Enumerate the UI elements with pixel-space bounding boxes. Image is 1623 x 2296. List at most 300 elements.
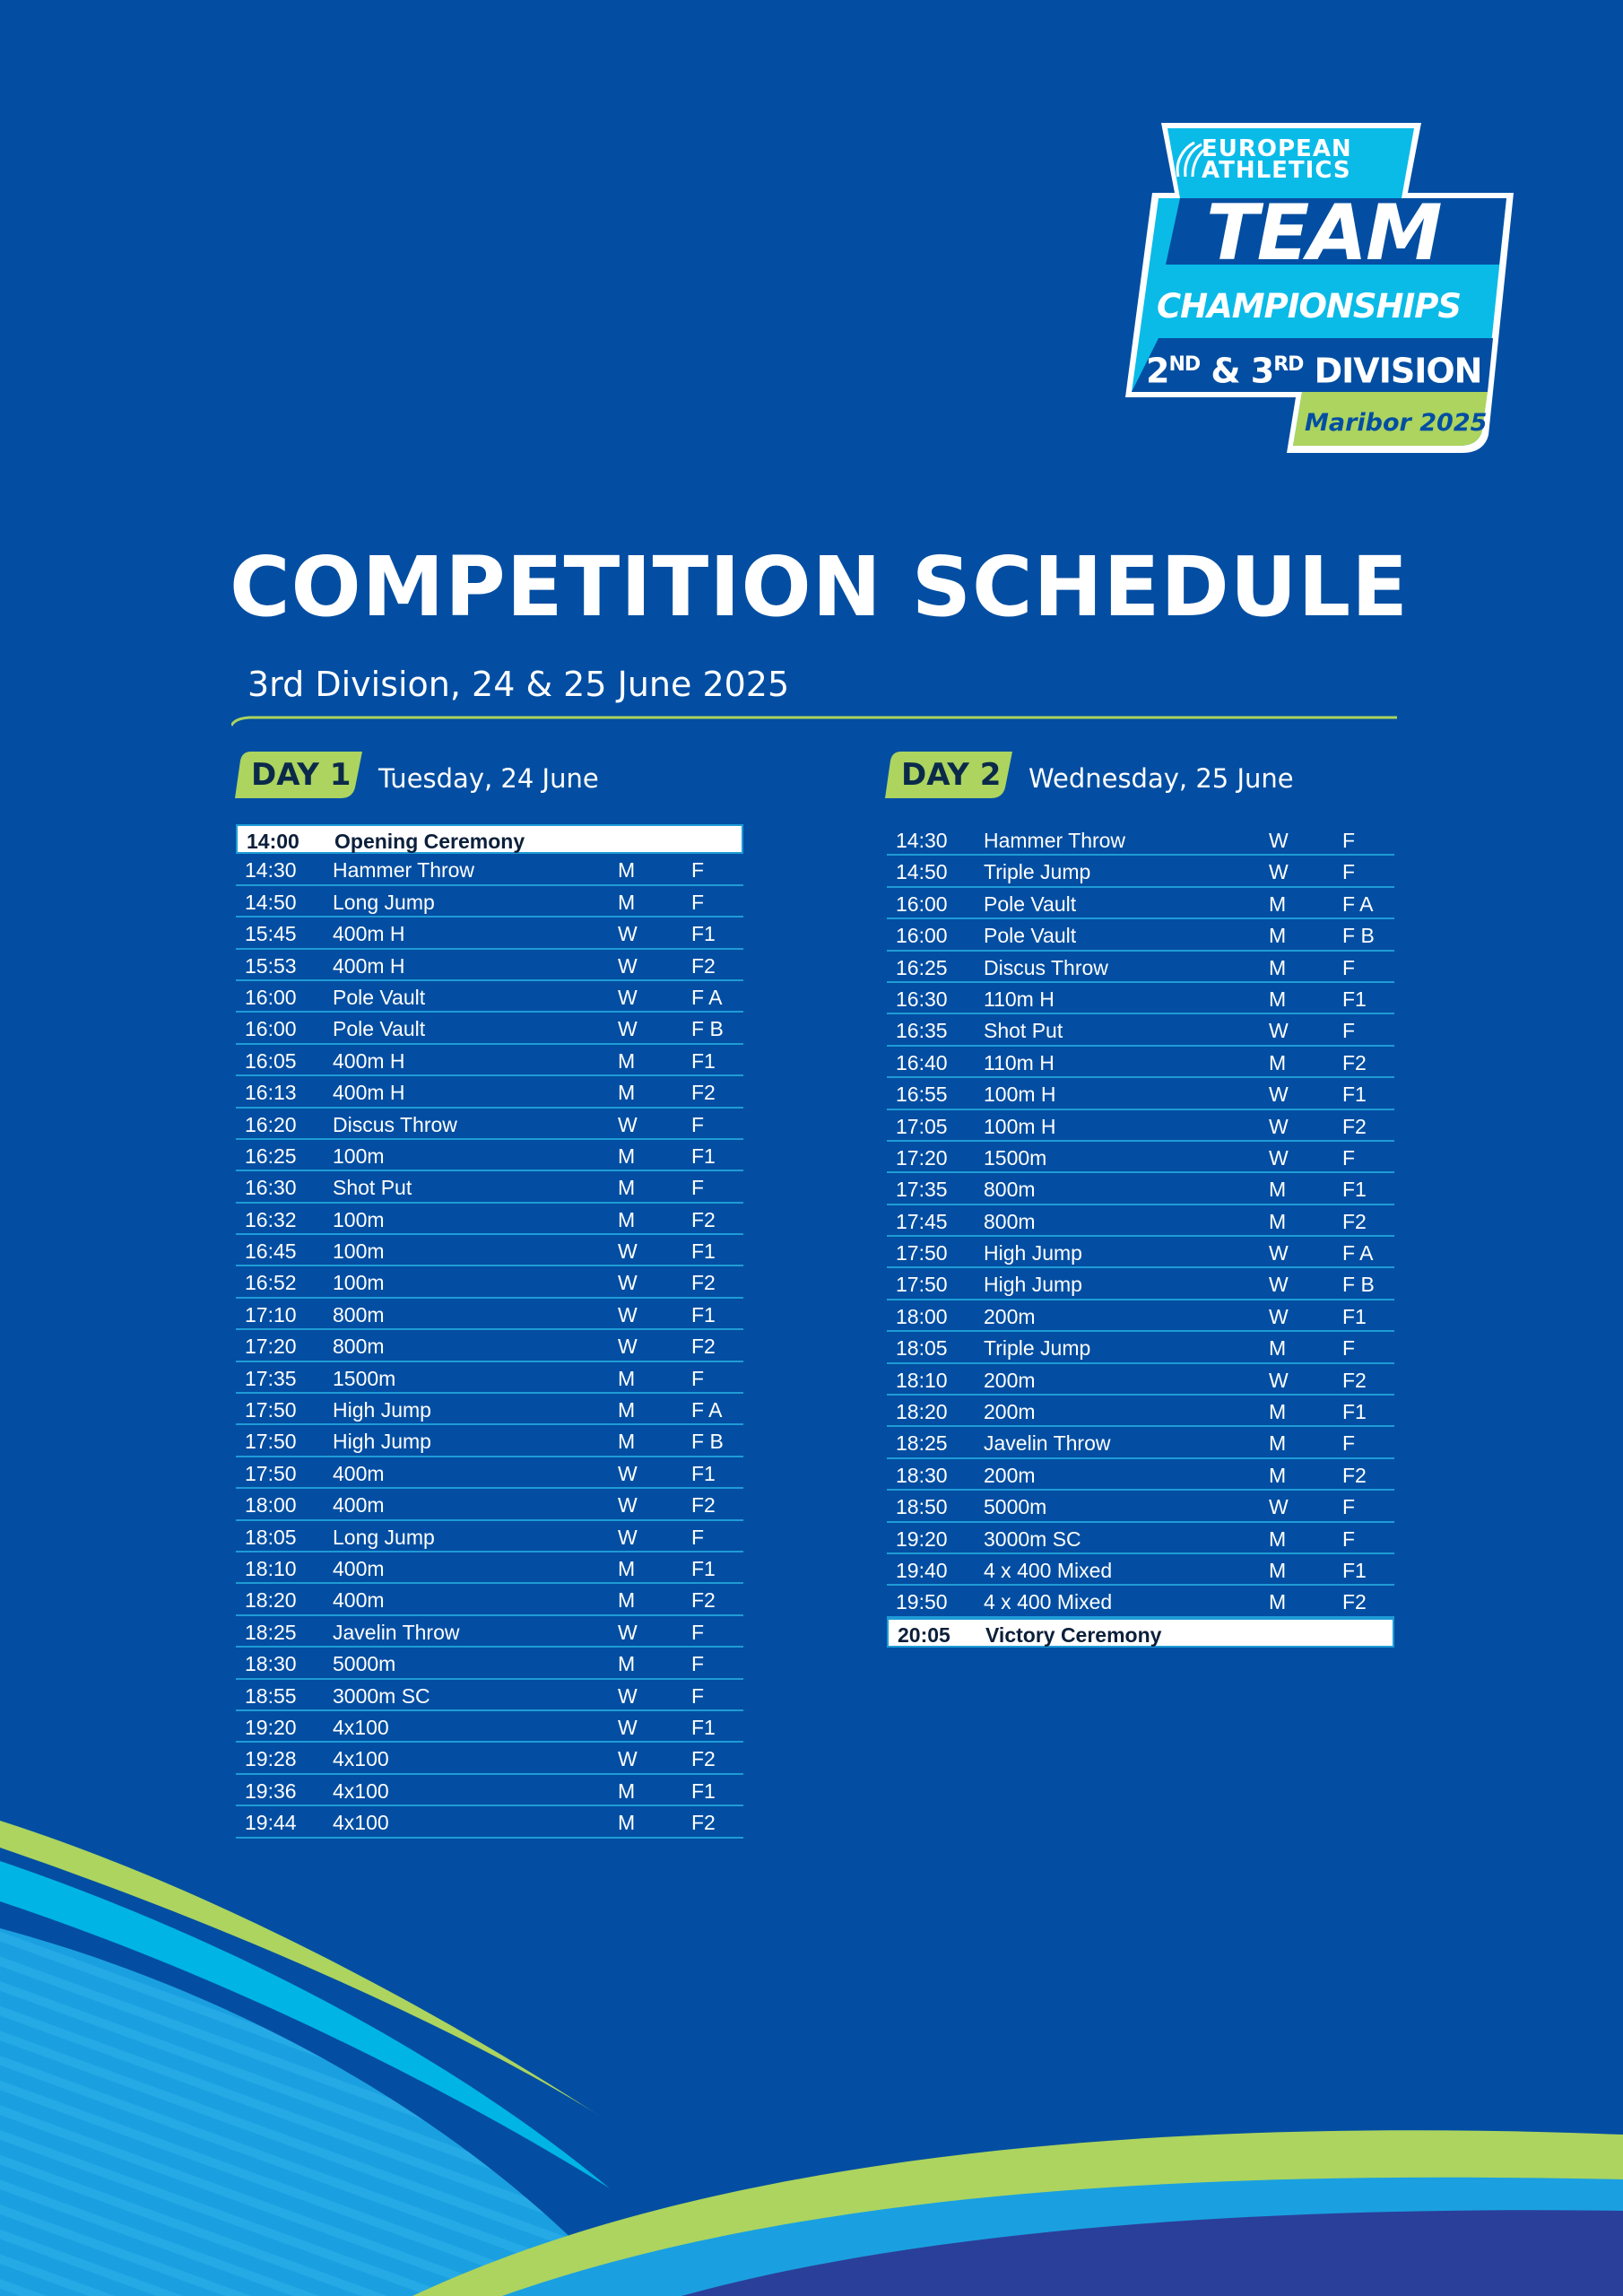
event-round: F1 (691, 1715, 716, 1739)
event-name: 1500m (333, 1366, 396, 1390)
schedule-row (236, 1616, 743, 1648)
event-name: 800m (333, 1302, 385, 1326)
day1-schedule-table (236, 824, 743, 1839)
event-time: 18:10 (896, 1368, 948, 1392)
event-sex: M (618, 1811, 636, 1835)
event-time: 16:13 (245, 1081, 297, 1105)
event-time: 18:30 (245, 1652, 297, 1676)
event-sex: W (618, 1112, 638, 1136)
schedule-row (887, 1491, 1394, 1522)
event-time: 16:40 (896, 1050, 948, 1074)
event-name: 5000m (333, 1652, 396, 1676)
event-name: 400m (333, 1461, 385, 1485)
event-time: 18:20 (896, 1400, 948, 1424)
event-time: 19:28 (245, 1747, 297, 1771)
schedule-row (236, 1235, 743, 1266)
day1-date: Tuesday, 24 June (378, 763, 599, 794)
event-time: 18:50 (896, 1495, 948, 1519)
event-name: Victory Ceremony (985, 1622, 1162, 1647)
event-time: 18:10 (245, 1556, 297, 1580)
logo-division-num: 2 (1146, 351, 1169, 391)
event-round: F2 (691, 1207, 716, 1231)
event-time: 14:50 (896, 860, 948, 884)
schedule-row (887, 1268, 1394, 1300)
schedule-row (236, 1362, 743, 1394)
event-name: Discus Throw (333, 1112, 457, 1136)
event-time: 17:50 (896, 1273, 948, 1297)
day2-date: Wednesday, 25 June (1028, 763, 1294, 794)
event-round: F (691, 1112, 705, 1136)
event-round: F (1342, 1336, 1356, 1361)
event-sex: W (618, 1271, 638, 1295)
day2-schedule-table (887, 824, 1394, 1648)
event-sex: M (618, 1081, 636, 1105)
event-time: 16:52 (245, 1271, 297, 1295)
event-time: 18:00 (896, 1304, 948, 1328)
event-sex: M (1269, 1463, 1287, 1487)
schedule-row (887, 1300, 1394, 1332)
event-round: F (691, 858, 705, 883)
event-sex: W (1269, 1495, 1289, 1519)
logo-city: Maribor 2025 (1305, 409, 1488, 437)
event-time: 16:45 (245, 1239, 297, 1264)
event-sex: W (1269, 1368, 1289, 1392)
event-round: F1 (691, 1556, 716, 1580)
day2-badge (885, 752, 1012, 798)
schedule-row (887, 824, 1394, 856)
event-time: 17:20 (896, 1145, 948, 1170)
event-name: 400m (333, 1556, 385, 1580)
event-sex: M (1269, 1050, 1287, 1074)
schedule-row (236, 854, 743, 885)
event-name: Long Jump (333, 1525, 435, 1549)
event-sex: M (1269, 1209, 1287, 1233)
event-round: F2 (1342, 1050, 1367, 1074)
schedule-row (887, 1523, 1394, 1554)
event-round: F (691, 1620, 705, 1644)
event-name: 1500m (984, 1145, 1047, 1170)
event-sex: M (1269, 891, 1287, 916)
event-name: Discus Throw (984, 955, 1108, 979)
event-name: Pole Vault (984, 924, 1077, 948)
event-round: F (1342, 1019, 1356, 1043)
event-time: 18:30 (896, 1463, 948, 1487)
event-sex: M (618, 858, 636, 883)
schedule-row (887, 919, 1394, 951)
event-round: F B (1342, 1273, 1375, 1297)
schedule-row (887, 1110, 1394, 1142)
event-sex: M (618, 1176, 636, 1200)
event-time: 16:05 (245, 1048, 297, 1073)
event-sex: M (1269, 1558, 1287, 1582)
event-name: 200m (984, 1463, 1036, 1487)
event-sex: M (1269, 987, 1287, 1011)
event-sex: W (618, 1335, 638, 1359)
schedule-row (887, 856, 1394, 887)
event-round: F2 (691, 1493, 716, 1518)
event-name: Pole Vault (984, 891, 1077, 916)
schedule-row (236, 1140, 743, 1171)
event-time: 16:20 (245, 1112, 297, 1136)
event-round: F B (1342, 924, 1375, 948)
schedule-row (236, 1109, 743, 1140)
event-name: High Jump (984, 1241, 1082, 1265)
event-round: F A (691, 1398, 723, 1422)
event-name: 400m (333, 1588, 385, 1613)
day2-header (885, 752, 1387, 802)
event-name: 200m (984, 1400, 1036, 1424)
event-sex: W (618, 1747, 638, 1771)
event-sex: M (618, 1652, 636, 1676)
event-sex: M (618, 1588, 636, 1613)
logo-team: TEAM (1206, 188, 1441, 278)
schedule-row (236, 1489, 743, 1520)
event-round: F2 (1342, 1209, 1367, 1233)
event-time: 16:00 (245, 1017, 297, 1041)
event-time: 19:44 (245, 1811, 297, 1835)
event-round: F (691, 1176, 705, 1200)
event-name: 800m (984, 1178, 1036, 1202)
event-sex: W (1269, 1241, 1289, 1265)
event-round: F (691, 1683, 705, 1708)
schedule-row (887, 983, 1394, 1014)
event-name: 400m H (333, 953, 405, 978)
event-time: 14:30 (245, 858, 297, 883)
event-name: 5000m (984, 1495, 1047, 1519)
event-name: Triple Jump (984, 1336, 1091, 1361)
event-time: 17:50 (896, 1241, 948, 1265)
event-round: F A (691, 985, 723, 1009)
schedule-row (887, 1554, 1394, 1586)
event-sex: W (1269, 1273, 1289, 1297)
event-time: 17:50 (245, 1461, 297, 1485)
event-name: Pole Vault (333, 1017, 426, 1041)
event-name: Javelin Throw (333, 1620, 460, 1644)
event-sex: W (618, 1525, 638, 1549)
schedule-row (887, 888, 1394, 919)
event-name: Pole Vault (333, 985, 426, 1009)
day2-badge-label: DAY 2 (901, 757, 1002, 793)
schedule-row (236, 886, 743, 918)
event-round: F1 (691, 1461, 716, 1485)
schedule-row (887, 1237, 1394, 1268)
event-time: 19:50 (896, 1590, 948, 1614)
event-sex: W (1269, 1019, 1289, 1043)
event-name: Shot Put (333, 1176, 412, 1200)
event-round: F1 (691, 1302, 716, 1326)
event-sex: M (618, 1366, 636, 1390)
event-round: F B (691, 1430, 724, 1454)
logo-division-sup1: ND (1168, 353, 1201, 376)
schedule-row (236, 1457, 743, 1489)
schedule-row (887, 1427, 1394, 1458)
event-sex: W (618, 985, 638, 1009)
event-time: 17:50 (245, 1398, 297, 1422)
schedule-row (887, 1173, 1394, 1205)
schedule-row (236, 1266, 743, 1298)
logo-championships: CHAMPIONSHIPS (1157, 287, 1462, 326)
event-sex: W (618, 1461, 638, 1485)
schedule-row (236, 1330, 743, 1361)
schedule-row (887, 1396, 1394, 1427)
day1-header (235, 752, 737, 802)
schedule-row (887, 1047, 1394, 1078)
event-time: 17:45 (896, 1209, 948, 1233)
event-sex: M (618, 1144, 636, 1168)
schedule-row (236, 981, 743, 1013)
title-rule (231, 713, 1397, 727)
event-time: 19:20 (896, 1526, 948, 1551)
event-round: F1 (691, 922, 716, 946)
event-time: 17:35 (245, 1366, 297, 1390)
event-round: F2 (1342, 1114, 1367, 1138)
event-round: F (1342, 1145, 1356, 1170)
day1-badge-label: DAY 1 (251, 757, 352, 793)
event-round: F (691, 1525, 705, 1549)
event-name: 110m H (984, 987, 1055, 1011)
event-name: 4x100 (333, 1747, 389, 1771)
event-sex: W (618, 1493, 638, 1518)
event-sex: W (1269, 1304, 1289, 1328)
schedule-row (236, 1299, 743, 1330)
ceremony-row (236, 824, 743, 854)
event-sex: W (618, 1302, 638, 1326)
event-sex: M (1269, 1178, 1287, 1202)
logo-division-amp: & 3 (1200, 351, 1274, 391)
event-name: Javelin Throw (984, 1431, 1111, 1456)
event-name: 100m H (984, 1083, 1056, 1107)
event-name: Long Jump (333, 890, 435, 914)
event-name: 4 x 400 Mixed (984, 1590, 1113, 1614)
event-round: F (1342, 860, 1356, 884)
event-round: F1 (691, 1779, 716, 1803)
event-name: 4x100 (333, 1715, 389, 1739)
event-time: 19:20 (245, 1715, 297, 1739)
schedule-row (887, 952, 1394, 983)
ceremony-row (887, 1618, 1394, 1648)
event-sex: W (1269, 1083, 1289, 1107)
schedule-row (236, 1425, 743, 1457)
event-time: 18:55 (245, 1683, 297, 1708)
event-round: F1 (1342, 1178, 1367, 1202)
schedule-row (236, 1521, 743, 1552)
team-championships-logo (1112, 112, 1533, 462)
event-round: F2 (691, 1588, 716, 1613)
event-time: 17:05 (896, 1114, 948, 1138)
event-time: 16:25 (245, 1144, 297, 1168)
event-time: 17:10 (245, 1302, 297, 1326)
event-sex: M (1269, 924, 1287, 948)
event-round: F1 (1342, 987, 1367, 1011)
schedule-row (887, 1586, 1394, 1617)
event-name: 400m H (333, 922, 405, 946)
event-sex: W (618, 1683, 638, 1708)
event-sex: W (618, 953, 638, 978)
event-sex: M (1269, 1400, 1287, 1424)
event-round: F1 (1342, 1304, 1367, 1328)
event-name: 400m (333, 1493, 385, 1518)
event-sex: M (618, 1556, 636, 1580)
logo-org-line2: ATHLETICS (1202, 157, 1351, 184)
event-round: F (691, 1652, 705, 1676)
schedule-row (236, 1076, 743, 1108)
event-sex: M (618, 1048, 636, 1073)
event-sex: W (618, 1239, 638, 1264)
event-sex: W (1269, 860, 1289, 884)
event-time: 16:25 (896, 955, 948, 979)
schedule-row (236, 1680, 743, 1711)
event-name: 4x100 (333, 1811, 389, 1835)
event-time: 16:00 (896, 924, 948, 948)
event-name: 400m H (333, 1081, 405, 1105)
event-time: 17:20 (245, 1335, 297, 1359)
event-name: 800m (333, 1335, 385, 1359)
event-round: F2 (691, 1747, 716, 1771)
background-swoosh (0, 1758, 1623, 2296)
event-name: High Jump (333, 1398, 431, 1422)
event-sex: M (1269, 955, 1287, 979)
event-name: High Jump (333, 1430, 431, 1454)
event-name: 800m (984, 1209, 1036, 1233)
schedule-row (887, 1459, 1394, 1491)
event-sex: M (618, 1779, 636, 1803)
event-name: 100m (333, 1239, 385, 1264)
page-subtitle: 3rd Division, 24 & 25 June 2025 (247, 665, 790, 704)
event-time: 19:40 (896, 1558, 948, 1582)
event-time: 16:30 (245, 1176, 297, 1200)
event-name: 200m (984, 1368, 1036, 1392)
schedule-row (236, 1171, 743, 1203)
event-round: F1 (691, 1048, 716, 1073)
event-sex: M (618, 890, 636, 914)
event-time: 16:55 (896, 1083, 948, 1107)
schedule-row (236, 1394, 743, 1425)
event-round: F (1342, 955, 1356, 979)
event-sex: M (1269, 1590, 1287, 1614)
event-time: 14:30 (896, 829, 948, 852)
event-round: F (1342, 1495, 1356, 1519)
event-round: F (691, 890, 705, 914)
schedule-row (236, 1204, 743, 1235)
event-time: 16:00 (896, 891, 948, 916)
event-round: F2 (691, 1081, 716, 1105)
event-round: F2 (691, 953, 716, 978)
event-name: 3000m SC (333, 1683, 430, 1708)
event-round: F (1342, 1526, 1356, 1551)
event-sex: M (618, 1207, 636, 1231)
event-sex: M (1269, 1526, 1287, 1551)
event-time: 20:05 (898, 1622, 950, 1647)
logo-division-word: DIVISION (1303, 351, 1482, 391)
schedule-row (887, 1205, 1394, 1237)
event-name: 100m (333, 1207, 385, 1231)
event-time: 18:20 (245, 1588, 297, 1613)
event-name: 200m (984, 1304, 1036, 1328)
event-round: F1 (691, 1144, 716, 1168)
event-sex: W (1269, 829, 1289, 852)
event-time: 18:05 (896, 1336, 948, 1361)
event-round: F2 (1342, 1463, 1367, 1487)
event-time: 17:35 (896, 1178, 948, 1202)
schedule-row (887, 1014, 1394, 1046)
event-sex: W (618, 1715, 638, 1739)
event-time: 15:45 (245, 922, 297, 946)
schedule-row (236, 1013, 743, 1044)
event-time: 18:25 (245, 1620, 297, 1644)
schedule-row (887, 1078, 1394, 1109)
event-name: 3000m SC (984, 1526, 1081, 1551)
schedule-row (236, 1775, 743, 1806)
event-round: F (691, 1366, 705, 1390)
event-round: F A (1342, 1241, 1374, 1265)
event-name: 4x100 (333, 1779, 389, 1803)
event-time: 19:36 (245, 1779, 297, 1803)
event-name: Triple Jump (984, 860, 1091, 884)
event-sex: W (1269, 1114, 1289, 1138)
event-time: 16:00 (245, 985, 297, 1009)
event-time: 18:25 (896, 1431, 948, 1456)
event-round: F (1342, 1431, 1356, 1456)
event-sex: M (618, 1430, 636, 1454)
event-time: 16:30 (896, 987, 948, 1011)
event-sex: W (618, 1017, 638, 1041)
event-sex: W (618, 1620, 638, 1644)
event-time: 14:00 (247, 830, 299, 853)
event-name: 100m H (984, 1114, 1056, 1138)
event-round: F1 (1342, 1558, 1367, 1582)
schedule-row (236, 1648, 743, 1679)
event-sex: M (1269, 1431, 1287, 1456)
schedule-row (236, 950, 743, 981)
event-time: 15:53 (245, 953, 297, 978)
schedule-row (236, 1806, 743, 1838)
event-time: 14:50 (245, 890, 297, 914)
event-time: 18:05 (245, 1525, 297, 1549)
event-round: F2 (1342, 1368, 1367, 1392)
event-round: F1 (691, 1239, 716, 1264)
event-round: F B (691, 1017, 724, 1041)
event-round: F2 (691, 1335, 716, 1359)
event-name: Shot Put (984, 1019, 1063, 1043)
event-time: 16:32 (245, 1207, 297, 1231)
event-name: High Jump (984, 1273, 1082, 1297)
event-round: F2 (691, 1811, 716, 1835)
event-sex: W (1269, 1145, 1289, 1170)
logo-division-sup2: RD (1273, 353, 1304, 376)
event-time: 18:00 (245, 1493, 297, 1518)
day1-badge (235, 752, 362, 798)
logo-division (1146, 347, 1481, 389)
event-round: F2 (691, 1271, 716, 1295)
schedule-row (236, 1045, 743, 1076)
event-sex: M (618, 1398, 636, 1422)
event-round: F2 (1342, 1590, 1367, 1614)
event-sex: M (1269, 1336, 1287, 1361)
schedule-row (236, 1743, 743, 1774)
schedule-row (236, 1552, 743, 1584)
event-round: F (1342, 829, 1356, 852)
schedule-row (236, 1711, 743, 1743)
event-name: 4 x 400 Mixed (984, 1558, 1113, 1582)
event-name: 100m (333, 1271, 385, 1295)
event-time: 17:50 (245, 1430, 297, 1454)
event-name: Hammer Throw (333, 858, 475, 883)
event-round: F A (1342, 891, 1374, 916)
event-sex: W (618, 922, 638, 946)
event-name: Hammer Throw (984, 829, 1126, 852)
schedule-row (887, 1142, 1394, 1173)
event-name: Opening Ceremony (334, 830, 525, 853)
